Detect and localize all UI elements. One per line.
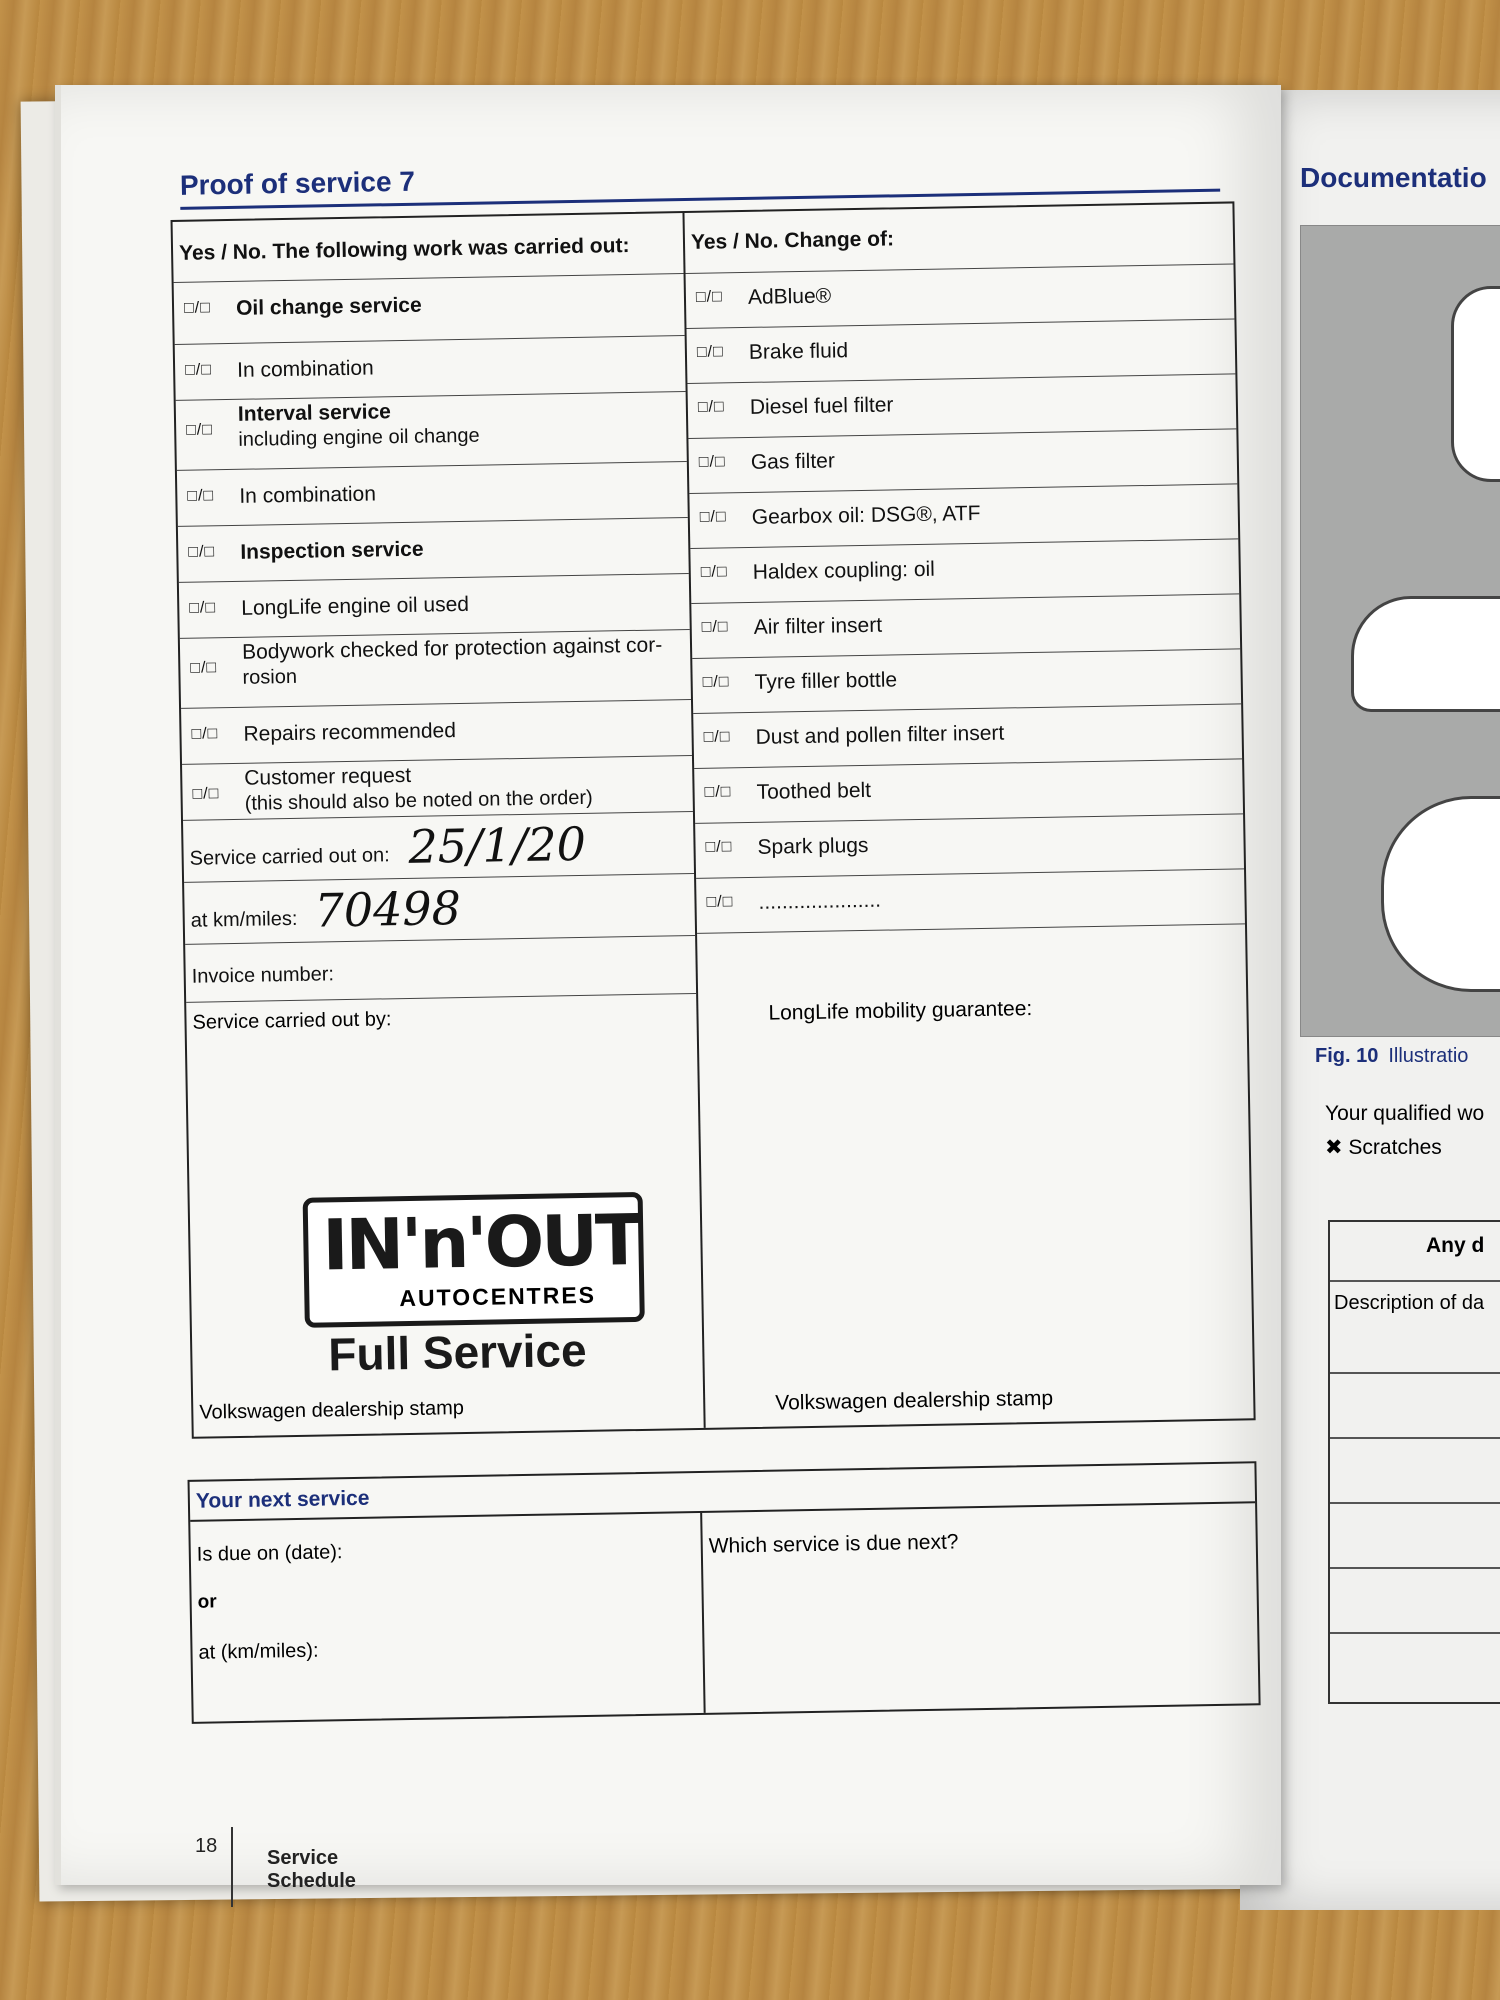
due-date-label: Is due on (date): — [196, 1541, 343, 1566]
stamp-brand: IN'n'OUT — [321, 1198, 641, 1287]
km-row — [184, 873, 695, 945]
right-header: Yes / No. Change of: — [690, 227, 895, 254]
left-item-label: Bodywork checked for protection against cor- — [241, 633, 663, 664]
dealer-stamp-logo — [303, 1192, 645, 1328]
yes-no-checkbox[interactable]: □/□ — [702, 673, 730, 691]
yes-no-checkbox[interactable]: □/□ — [703, 728, 731, 746]
right-item-label: Spark plugs — [757, 833, 869, 859]
left-item-label: Oil change service — [235, 293, 422, 320]
yes-no-checkbox[interactable]: □/□ — [706, 893, 734, 911]
damage-table-header: Any d — [1426, 1234, 1485, 1257]
damage-description-label: Description of da — [1334, 1292, 1485, 1314]
table-rule — [1330, 1632, 1500, 1634]
left-item-sublabel: rosion — [242, 665, 298, 689]
left-item-row — [178, 517, 689, 583]
invoice-row — [185, 935, 696, 1003]
left-item-row — [175, 335, 686, 401]
figure-label: Fig. 10 — [1315, 1045, 1379, 1067]
yes-no-checkbox[interactable]: □/□ — [188, 543, 216, 561]
table-rule — [1330, 1437, 1500, 1439]
yes-no-checkbox[interactable]: □/□ — [698, 453, 726, 471]
right-item-label: Toothed belt — [756, 778, 872, 804]
form-title: Proof of service 7 — [179, 165, 416, 201]
right-page-title: Documentatio — [1300, 162, 1487, 193]
figure-caption — [1315, 1045, 1468, 1068]
car-illustration — [1300, 225, 1500, 1037]
damage-table — [1328, 1220, 1500, 1704]
right-item-label: Air filter insert — [753, 613, 883, 639]
service-date-row — [183, 811, 694, 883]
left-item-row — [174, 273, 685, 345]
carried-by-label: Service carried out by: — [192, 1008, 392, 1034]
left-header: Yes / No. The following work was carried out: — [178, 233, 630, 265]
page-number: 18 — [195, 1835, 218, 1857]
next-service-right — [702, 1503, 1258, 1713]
table-rule — [1330, 1280, 1500, 1282]
right-item-label: AdBlue® — [747, 284, 832, 309]
right-item-label: Tyre filler bottle — [754, 668, 898, 694]
footer-divider — [231, 1827, 233, 1907]
stamp-sub: AUTOCENTRES — [399, 1281, 597, 1312]
right-item-label: Haldex coupling: oil — [752, 557, 936, 584]
yes-no-checkbox[interactable]: □/□ — [183, 299, 211, 317]
left-item-row — [180, 629, 691, 709]
right-item-label: Dust and pollen filter insert — [755, 721, 1005, 749]
right-item-label: Diesel fuel filter — [749, 393, 894, 419]
left-header-row — [173, 213, 684, 283]
left-item-label: Inspection service — [240, 537, 424, 564]
right-item-row — [696, 868, 1245, 934]
left-item-sublabel: including engine oil change — [238, 424, 480, 451]
right-item-label: Brake fluid — [748, 339, 849, 364]
yes-no-checkbox[interactable]: □/□ — [699, 508, 727, 526]
service-date-value[interactable]: 25/1/20 — [408, 816, 587, 874]
left-item-row — [176, 391, 687, 471]
left-item-sublabel: (this should also be noted on the order) — [244, 786, 593, 815]
km-value[interactable]: 70498 — [314, 881, 462, 938]
car-front-view — [1451, 286, 1500, 482]
yes-no-checkbox[interactable]: □/□ — [191, 725, 219, 743]
which-service-label: Which service is due next? — [708, 1530, 959, 1558]
left-item-label: Customer request — [244, 763, 412, 790]
footer-section: Service Schedule — [267, 1847, 356, 1892]
left-item-label: LongLife engine oil used — [241, 592, 470, 620]
next-service-left — [190, 1513, 705, 1722]
km-label: at km/miles: — [190, 907, 298, 932]
right-item-label: Gas filter — [750, 449, 836, 474]
left-item-label: Interval service — [237, 400, 392, 426]
table-rule — [1330, 1372, 1500, 1374]
left-item-row — [179, 573, 690, 639]
table-rule — [1330, 1567, 1500, 1569]
yes-no-checkbox[interactable]: □/□ — [697, 398, 725, 416]
service-date-label: Service carried out on: — [189, 844, 390, 870]
left-item-row — [177, 461, 688, 527]
next-service-header-text: Your next service — [195, 1486, 370, 1513]
left-item-label: In combination — [236, 356, 374, 382]
yes-no-checkbox[interactable]: □/□ — [701, 618, 729, 636]
right-item-label: ..................... — [758, 888, 882, 914]
stamp-full-service: Full Service — [327, 1323, 587, 1381]
table-rule — [1330, 1502, 1500, 1504]
left-item-label: Repairs recommended — [243, 719, 457, 746]
next-service-box — [188, 1461, 1261, 1724]
dealer-stamp-right: Volkswagen dealership stamp — [775, 1386, 1054, 1415]
yes-no-checkbox[interactable]: □/□ — [705, 838, 733, 856]
qualified-text: Your qualified wo — [1325, 1102, 1485, 1125]
car-side-view — [1351, 596, 1500, 712]
right-item-label: Gearbox oil: DSG®, ATF — [751, 501, 981, 529]
at-km-label: at (km/miles): — [198, 1639, 319, 1664]
or-label: or — [197, 1591, 217, 1613]
left-item-row — [182, 755, 693, 821]
figure-caption-text: Illustratio — [1388, 1045, 1469, 1067]
yes-no-checkbox[interactable]: □/□ — [695, 288, 723, 306]
yes-no-checkbox[interactable]: □/□ — [186, 421, 214, 439]
yes-no-checkbox[interactable]: □/□ — [704, 783, 732, 801]
invoice-label: Invoice number: — [191, 963, 335, 988]
yes-no-checkbox[interactable]: □/□ — [189, 599, 217, 617]
yes-no-checkbox[interactable]: □/□ — [192, 785, 220, 803]
yes-no-checkbox[interactable]: □/□ — [700, 563, 728, 581]
change-of-column — [684, 203, 1253, 1427]
yes-no-checkbox[interactable]: □/□ — [184, 361, 213, 379]
left-item-label: In combination — [239, 482, 377, 508]
dealer-stamp-left: Volkswagen dealership stamp — [199, 1397, 465, 1424]
right-header-row — [684, 203, 1233, 274]
yes-no-checkbox[interactable]: □/□ — [190, 659, 218, 677]
longlife-label: LongLife mobility guarantee: — [768, 997, 1033, 1025]
yes-no-checkbox[interactable]: □/□ — [187, 487, 215, 505]
scratches-text: ✖ Scratches — [1325, 1136, 1442, 1159]
yes-no-checkbox[interactable]: □/□ — [696, 343, 724, 361]
car-top-view — [1381, 796, 1500, 992]
left-item-row — [181, 699, 692, 765]
